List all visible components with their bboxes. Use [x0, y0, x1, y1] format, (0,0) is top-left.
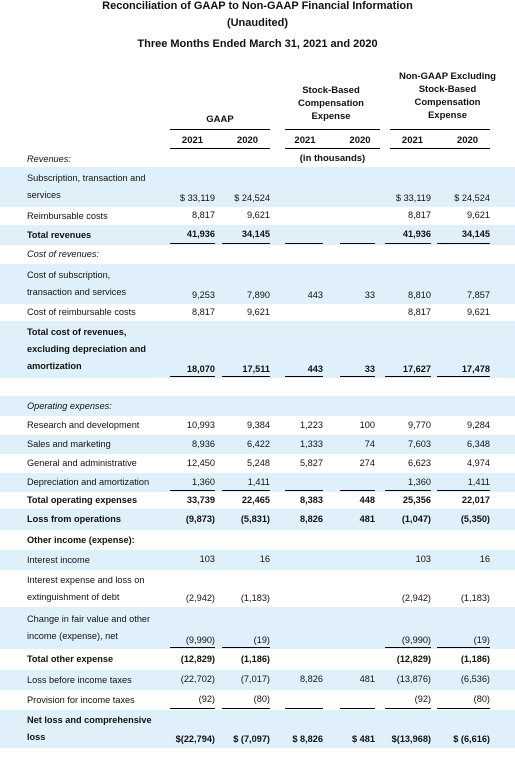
row-label: [27, 532, 135, 549]
row-label: [27, 572, 144, 606]
row-value: 103: [199, 554, 215, 564]
row-value: 8,817: [192, 306, 215, 317]
year-header-row: [0, 134, 515, 148]
row-label: [27, 246, 99, 263]
row-value: 33: [364, 290, 375, 300]
cell-underline: [437, 647, 490, 648]
row-label-line: Change in fair value and other: [27, 614, 151, 624]
row-label: [27, 492, 137, 509]
row-value: 448: [359, 494, 375, 505]
row-value: $(13,968): [391, 734, 431, 744]
cell-underline: [437, 243, 490, 244]
row-value: 4,974: [467, 457, 490, 468]
row-label-line: loss: [27, 732, 46, 742]
row-value: 10,993: [186, 419, 215, 430]
row-label-line: transaction and services: [27, 287, 127, 297]
cell-underline: [340, 243, 375, 244]
row-label: [27, 436, 111, 453]
row-label-line: Revenues:: [27, 153, 71, 164]
table-row: [0, 550, 515, 570]
row-label-line: Operating expenses:: [27, 400, 112, 411]
row-value: (1,183): [240, 593, 270, 603]
report-title-line3: Three Months Ended March 31, 2021 and 2020: [137, 38, 378, 50]
row-value: 274: [359, 457, 375, 468]
cell-underline: [285, 708, 323, 709]
table-row: [0, 670, 515, 690]
cell-underline: [222, 708, 270, 709]
row-label: [27, 417, 139, 434]
row-value: $ 33,119: [179, 193, 215, 203]
row-value: (92): [198, 694, 215, 704]
row-value: 7,603: [408, 438, 431, 449]
row-value: 100: [359, 419, 375, 430]
header-nongaap-line2: Stock-Based: [418, 84, 477, 95]
row-value: 7,857: [467, 290, 490, 300]
row-value: 481: [359, 674, 375, 684]
row-value: (19): [253, 635, 270, 645]
year-sbc-2020: 2020: [349, 135, 371, 146]
row-value: $(22,794): [175, 734, 215, 744]
row-value: 16: [479, 554, 490, 564]
table-row: [0, 690, 515, 710]
row-label-line: Reimbursable costs: [27, 210, 108, 221]
row-value: (5,350): [460, 513, 490, 524]
row-value: 17,511: [242, 364, 270, 374]
header-nongaap-line4: Expense: [427, 110, 468, 121]
row-value: 74: [364, 438, 375, 449]
cell-underline: [437, 376, 490, 377]
cell-underline: [340, 376, 375, 377]
row-label-line: Depreciation and amortization: [27, 477, 150, 487]
table-row: [0, 207, 515, 225]
table-row: [0, 416, 515, 435]
row-value: $ 8,826: [292, 734, 323, 744]
row-label: [27, 672, 132, 689]
row-value: $ (6,616): [453, 734, 490, 744]
row-value: $ 481: [352, 734, 375, 744]
header-gaap: GAAP: [206, 114, 234, 125]
table-row: [0, 152, 515, 166]
row-label-line: excluding depreciation and: [27, 344, 146, 354]
row-label-line: Loss from operations: [27, 514, 121, 524]
table-row: [0, 304, 515, 321]
row-value: (1,186): [240, 653, 270, 664]
table-row: [0, 454, 515, 473]
cell-underline: [170, 708, 215, 709]
row-value: 9,621: [247, 210, 270, 220]
cell-underline: [222, 376, 270, 377]
table-row: [0, 649, 515, 670]
row-label-line: Provision for income taxes: [27, 694, 135, 705]
cell-underline: [170, 376, 215, 377]
row-value: 103: [415, 554, 431, 564]
row-value: 9,621: [467, 306, 490, 317]
row-value: 12,450: [186, 457, 215, 468]
row-label-line: services: [27, 190, 61, 200]
row-value: 8,817: [408, 306, 431, 317]
row-label-line: extinguishment of debt: [27, 591, 120, 602]
row-value: 41,936: [402, 229, 431, 239]
row-value: (19): [473, 635, 490, 645]
row-value: (13,876): [396, 674, 431, 684]
row-value: 8,817: [192, 210, 215, 220]
row-value: 18,070: [186, 364, 215, 374]
cell-underline: [170, 243, 215, 244]
row-value: 8,936: [192, 438, 215, 449]
table-row: [0, 225, 515, 245]
table-row: [0, 530, 515, 550]
row-value: (22,702): [180, 674, 215, 684]
row-value: (92): [414, 694, 431, 704]
cell-underline: [385, 376, 431, 377]
header-nongaap: [380, 70, 515, 122]
row-label-line: Cost of revenues:: [27, 249, 100, 259]
cell-underline: [285, 490, 323, 491]
table-row: [0, 607, 515, 649]
row-value: 34,145: [461, 229, 490, 239]
table-row: [0, 396, 515, 416]
row-value: 7,890: [247, 290, 270, 300]
row-label-line: Research and development: [27, 420, 140, 430]
row-label-line: Total operating expenses: [27, 495, 138, 505]
header-nongaap-line1: Non-GAAP Excluding: [399, 71, 496, 82]
row-value: 443: [307, 290, 323, 300]
row-value: (2,942): [401, 593, 431, 603]
row-value: 5,827: [300, 457, 323, 468]
row-value: (9,990): [185, 635, 215, 645]
row-label: [27, 227, 91, 244]
row-label-line: Other income (expense):: [27, 534, 135, 545]
cell-underline: [285, 376, 323, 377]
row-label-line: amortization: [27, 361, 82, 371]
row-value: 34,145: [241, 229, 270, 239]
row-label: [27, 651, 113, 668]
row-value: 8,826: [300, 674, 323, 684]
table-row: [0, 167, 515, 207]
row-value: 9,253: [192, 290, 215, 300]
table-row: [0, 710, 515, 748]
row-value: (7,017): [240, 674, 270, 684]
row-label-line: Net loss and comprehensive: [27, 715, 152, 725]
row-value: (9,990): [401, 635, 431, 645]
row-value: (1,047): [401, 513, 431, 524]
row-value: (2,942): [185, 593, 215, 603]
row-value: 41,936: [186, 229, 215, 239]
row-value: (9,873): [185, 513, 215, 524]
row-label: [27, 712, 152, 746]
row-value: 1,223: [300, 419, 323, 430]
rule-sbc: [285, 129, 380, 130]
row-label-line: Cost of reimbursable costs: [27, 307, 136, 317]
cell-underline: [170, 490, 215, 491]
row-value: 8,817: [408, 210, 431, 220]
row-label: [27, 692, 135, 709]
row-value: $ 33,119: [395, 193, 431, 203]
year-gaap-2020: 2020: [236, 135, 259, 146]
year-nongaap-2021: 2021: [401, 135, 424, 146]
row-label-line: Cost of subscription,: [27, 270, 111, 280]
row-label: [27, 208, 108, 225]
row-value: 1,360: [192, 476, 215, 487]
row-value: (12,829): [180, 653, 215, 664]
row-value: (12,829): [396, 653, 431, 664]
row-value: 9,384: [247, 419, 270, 430]
cell-underline: [222, 243, 270, 244]
rule-gaap: [170, 129, 270, 130]
row-label: [27, 552, 90, 569]
row-value: 9,621: [247, 306, 270, 317]
row-value: (5,831): [240, 513, 270, 524]
cell-underline: [437, 708, 490, 709]
table-row: [0, 492, 515, 509]
row-value: 17,478: [461, 364, 490, 374]
row-label-line: Interest expense and loss on: [27, 574, 145, 585]
header-sbc-line3: Expense: [311, 111, 351, 122]
row-label-line: Total revenues: [27, 229, 92, 240]
row-value: 9,770: [408, 419, 431, 430]
row-label: [27, 474, 149, 491]
cell-underline: [340, 490, 375, 491]
table-row: [0, 570, 515, 607]
row-value: 33: [364, 364, 375, 374]
cell-underline: [385, 708, 431, 709]
row-value: 8,810: [408, 290, 431, 300]
table-row: [0, 509, 515, 530]
row-value: 8,826: [300, 513, 323, 524]
row-label: [27, 170, 146, 204]
cell-underline: [340, 708, 375, 709]
row-value: $ 24,524: [234, 193, 270, 203]
rule-nongaap: [390, 129, 490, 130]
row-value: (1,183): [460, 593, 490, 603]
rule-years-gaap: [170, 148, 270, 149]
cell-underline: [222, 490, 270, 491]
row-label-line: Sales and marketing: [27, 439, 111, 449]
report-title-line2: (Unaudited): [226, 17, 289, 29]
row-value: (1,186): [460, 653, 490, 664]
header-nongaap-line3: Compensation: [414, 97, 481, 108]
cell-underline: [385, 647, 431, 648]
header-sbc-line1: Stock-Based: [302, 85, 360, 96]
row-label-line: Subscription, transaction and: [27, 173, 146, 183]
row-value: 9,284: [467, 419, 490, 430]
cell-underline: [385, 243, 431, 244]
row-value: 17,627: [402, 364, 431, 374]
table-row: [0, 321, 515, 378]
row-value: 22,465: [241, 494, 270, 505]
table-row: [0, 435, 515, 454]
row-value: 9,621: [467, 210, 490, 220]
row-value: $ 24,524: [454, 193, 490, 203]
row-value: (80): [473, 694, 490, 704]
year-sbc-2021: 2021: [294, 135, 316, 146]
table-row: [0, 264, 515, 304]
row-value: (80): [253, 694, 270, 704]
row-value: 22,017: [461, 494, 490, 505]
row-value: 1,360: [408, 476, 431, 487]
row-value: 1,411: [247, 476, 270, 487]
cell-underline: [437, 490, 490, 491]
row-value: 481: [359, 513, 375, 524]
row-value: 5,248: [247, 457, 270, 468]
cell-underline: [170, 647, 215, 648]
rule-years-nongaap: [390, 148, 490, 149]
row-label-line: Total other expense: [27, 654, 114, 664]
table-row: [0, 245, 515, 264]
row-value: 6,422: [247, 438, 270, 449]
row-label-line: income (expense), net: [27, 631, 118, 641]
row-label-line: Loss before income taxes: [27, 674, 132, 685]
row-value: (6,536): [460, 674, 490, 684]
row-value: 6,348: [467, 438, 490, 449]
row-value: 1,411: [467, 476, 490, 487]
row-label-line: General and administrative: [27, 458, 137, 468]
cell-underline: [285, 243, 323, 244]
report-title-line1: Reconciliation of GAAP to Non-GAAP Financial Information: [102, 0, 413, 12]
table-row: [0, 378, 515, 394]
row-label: [27, 611, 150, 645]
row-label: [27, 455, 137, 472]
row-value: 1,333: [300, 438, 323, 449]
row-value: $ (7,097): [233, 734, 270, 744]
row-label-line: Total cost of revenues,: [27, 327, 127, 337]
row-label-line: Interest income: [27, 554, 90, 565]
header-sbc: [286, 84, 376, 123]
row-value: 33,739: [186, 494, 215, 505]
header-sbc-line2: Compensation: [298, 98, 364, 109]
row-label: [27, 511, 121, 528]
units-label: (in thousands): [299, 153, 366, 164]
row-value: 25,356: [402, 494, 431, 505]
row-label: [27, 324, 146, 375]
row-label: [27, 267, 126, 301]
row-value: 6,623: [408, 457, 431, 468]
year-gaap-2021: 2021: [181, 135, 204, 146]
row-label: [27, 398, 112, 415]
row-value: 443: [307, 364, 323, 374]
cell-underline: [385, 490, 431, 491]
table-row: [0, 473, 515, 492]
row-value: 16: [259, 554, 270, 564]
row-label: [27, 304, 136, 321]
cell-underline: [222, 647, 270, 648]
year-nongaap-2020: 2020: [456, 135, 479, 146]
row-value: 8,383: [300, 494, 323, 505]
row-label: [27, 151, 71, 168]
rule-years-sbc: [285, 148, 380, 149]
